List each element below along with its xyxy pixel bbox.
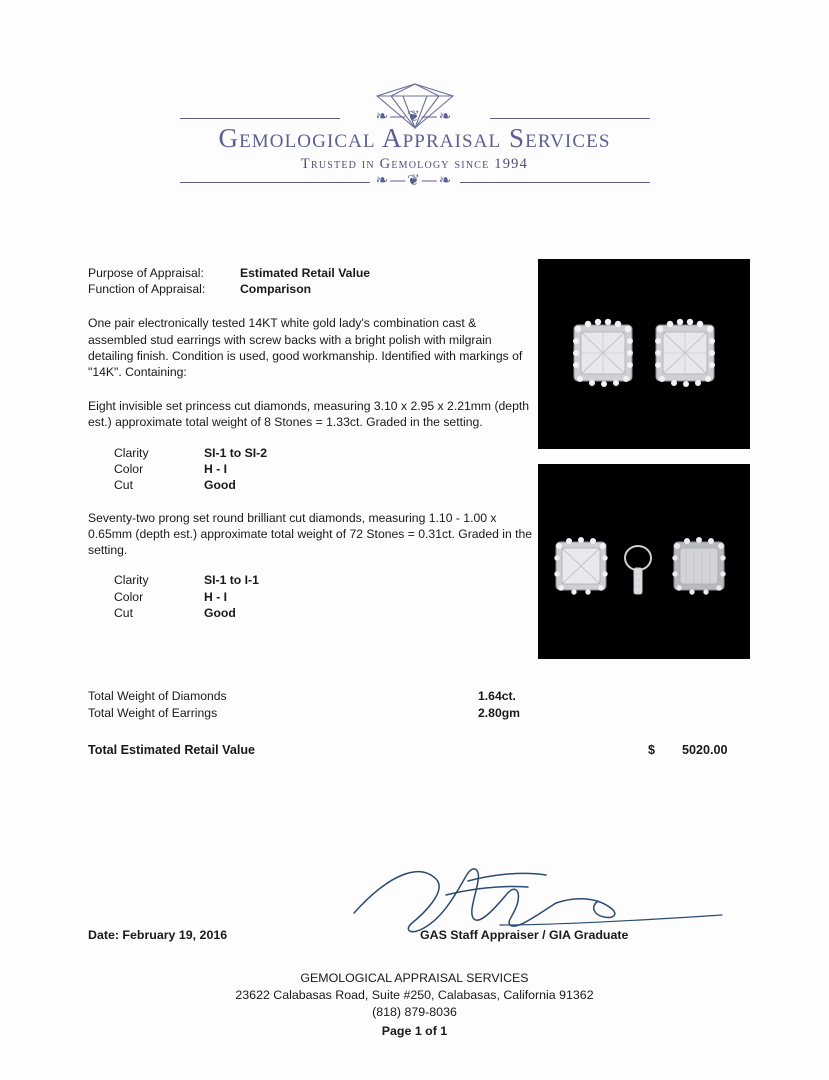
cut-value: Good	[204, 478, 236, 493]
appraisal-date: Date: February 19, 2016	[88, 928, 228, 942]
grading-row	[114, 589, 533, 605]
ornamental-rule-bottom	[180, 172, 650, 189]
color-value-2: H - I	[204, 589, 228, 604]
letterhead	[0, 78, 829, 187]
grand-total-currency: $	[648, 743, 656, 757]
color-label-2: Color	[114, 589, 144, 604]
total-weight-diamonds-label: Total Weight of Diamonds	[88, 689, 227, 703]
grading-row	[114, 605, 533, 621]
rule-ornament-bottom: ❧—❦—❧	[375, 172, 454, 189]
total-weight-earrings-value: 2.80gm	[478, 705, 521, 720]
function-row	[88, 281, 533, 297]
footer-company: GEMOLOGICAL APPRAISAL SERVICES	[300, 971, 529, 985]
clarity-value: SI-1 to SI-2	[204, 445, 267, 460]
purpose-value: Estimated Retail Value	[240, 266, 371, 280]
rule-ornament: ❧—❦—❧	[375, 108, 454, 125]
grading-table-1	[114, 445, 533, 494]
function-label: Function of Appraisal:	[88, 282, 206, 297]
ornamental-rule-top	[180, 108, 650, 125]
cut-label: Cut	[114, 478, 133, 493]
total-weight-diamonds-row	[88, 688, 748, 705]
grading-row	[114, 572, 533, 588]
document-footer	[0, 970, 829, 1040]
clarity-label-2: Clarity	[114, 573, 149, 588]
totals-section	[88, 688, 748, 757]
function-value: Comparison	[240, 282, 312, 297]
color-label: Color	[114, 462, 144, 477]
stone-group-2-paragraph: Seventy-two prong set round brilliant cut diamonds, measuring 1.10 - 1.00 x 0.65mm (depth est.) approximate total weight of 72 Stones = 0.31ct. Graded in the setting.	[88, 510, 533, 558]
purpose-row	[88, 265, 533, 281]
appraiser-title: GAS Staff Appraiser / GIA Graduate	[420, 928, 629, 942]
clarity-label: Clarity	[114, 445, 149, 460]
company-tagline: Trusted in Gemology since 1994	[300, 156, 529, 172]
footer-address: 23622 Calabasas Road, Suite #250, Calabasas, California 91362	[235, 988, 594, 1002]
total-weight-diamonds-value: 1.64ct.	[478, 689, 516, 703]
footer-phone: (818) 879-8036	[372, 1005, 457, 1019]
color-value: H - I	[204, 462, 228, 477]
purpose-label: Purpose of Appraisal:	[88, 266, 204, 280]
appraisal-body	[88, 265, 533, 622]
cut-label-2: Cut	[114, 606, 133, 621]
footer-page-number: Page 1 of 1	[381, 1024, 448, 1038]
earrings-front-pair-photo	[538, 259, 750, 449]
grading-row	[114, 477, 533, 493]
total-weight-earrings-label: Total Weight of Earrings	[88, 705, 218, 720]
stone-group-1-paragraph: Eight invisible set princess cut diamonds, measuring 3.10 x 2.95 x 2.21mm (depth est.) approximate total weight of 8 Stones = 1.33ct. Graded in the setting.	[88, 399, 530, 430]
grading-row	[114, 461, 533, 477]
company-name: Gemological Appraisal Services	[218, 123, 611, 153]
grand-total-row	[88, 743, 748, 757]
total-weight-earrings-row	[88, 705, 748, 722]
clarity-value-2: SI-1 to I-1	[204, 573, 259, 588]
item-description-paragraph: One pair electronically tested 14KT white gold lady's combination cast & assembled stud earrings with screw backs with a bright polish with milgrain detailing finish. Condition is used, good workmanship. Identified with markings of "14K". Containing:	[88, 316, 523, 380]
grading-row	[114, 445, 533, 461]
cut-value-2: Good	[204, 606, 236, 621]
grand-total-label: Total Estimated Retail Value	[88, 743, 256, 757]
grand-total-value: 5020.00	[682, 743, 728, 757]
grading-table-2	[114, 572, 533, 621]
earrings-side-screwback-photo	[538, 464, 750, 659]
